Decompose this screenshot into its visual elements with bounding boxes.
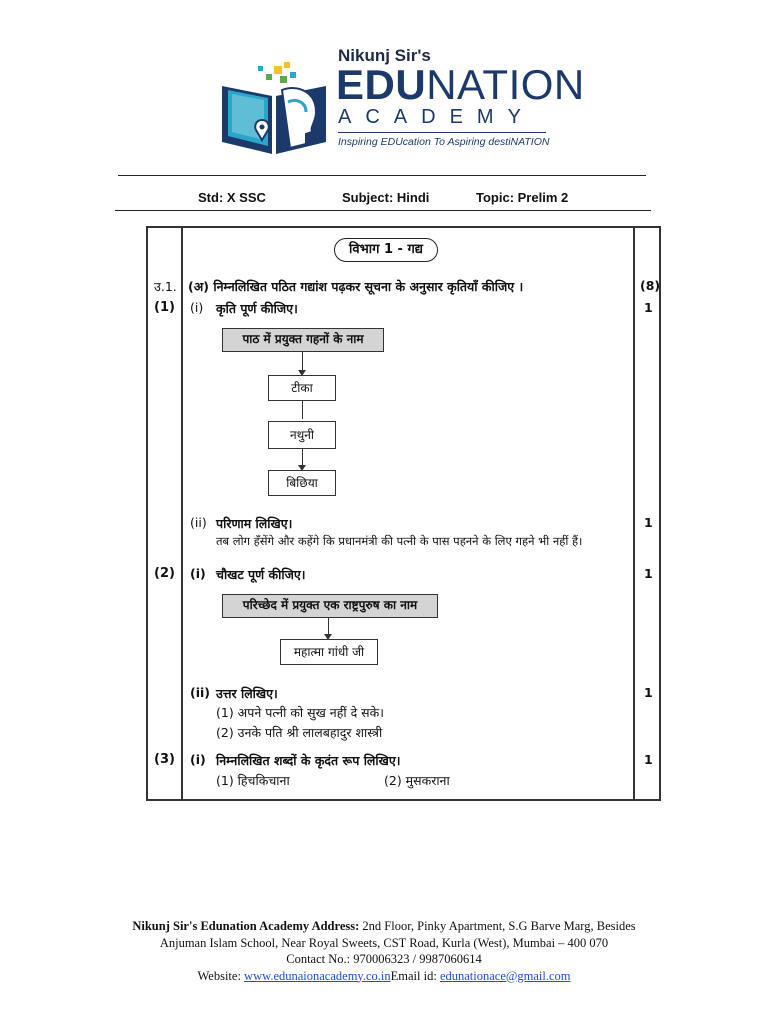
- part2-sub-ii-marks: 1: [644, 685, 653, 700]
- subject-label: Subject: Hindi: [342, 190, 430, 205]
- footer-contact: Contact No.: 970006323 / 9987060614: [286, 952, 482, 966]
- paper-meta-row: [118, 190, 646, 210]
- part3-word-2: (2) मुसकराना: [384, 773, 450, 788]
- footer-email-label: Email id:: [390, 968, 440, 983]
- part2-answer-2: (2) उनके पति श्री लालबहादुर शास्त्री: [216, 725, 383, 740]
- brand-academy: ACADEMY: [338, 106, 535, 128]
- part2-answer-1: (1) अपने पत्नी को सुख नहीं दे सके।: [216, 705, 384, 720]
- part2-sub-ii-text: उत्तर लिखिए।: [216, 686, 278, 701]
- question-label: उ.1.: [154, 279, 177, 294]
- brand-title-edu: EDU: [336, 61, 427, 108]
- part-number-3: (3): [154, 752, 175, 767]
- flow-head-box-1: पाठ में प्रयुक्त गहनों के नाम: [222, 328, 384, 352]
- footer: [0, 918, 768, 984]
- email-link[interactable]: edunationace@gmail.com: [439, 968, 571, 983]
- footer-address-text-1: 2nd Floor, Pinky Apartment, S.G Barve Marg, Besides: [359, 919, 636, 933]
- brand-tagline: Inspiring EDUcation To Aspiring destiNATION: [338, 136, 550, 148]
- academy-logo: [218, 42, 585, 160]
- total-marks: (8): [640, 278, 661, 293]
- part-number-1: (1): [154, 300, 175, 315]
- part1-sub-ii-answer: तब लोग हँसेंगे और कहेंगे कि प्रधानमंत्री की पत्नी के पास पहनने के लिए गहने भी नहीं हैं।: [216, 534, 583, 548]
- table-divider-right: [633, 228, 635, 799]
- flow-head-box-2: परिच्छेद में प्रयुक्त एक राष्ट्रपुरुष का नाम: [222, 594, 438, 618]
- brand-title-nation: NATION: [426, 61, 585, 108]
- part3-sub-i-marks: 1: [644, 752, 653, 767]
- question-table: [146, 226, 661, 801]
- footer-address-line-1: [0, 918, 768, 935]
- brand-subtitle: Nikunj Sir's: [338, 46, 431, 65]
- flow-item-box-3: बिछिया: [268, 470, 336, 496]
- footer-website-label: Website:: [197, 968, 245, 983]
- website-link[interactable]: www.edunaionacademy.co.in: [244, 968, 391, 983]
- table-divider-left: [181, 228, 183, 799]
- std-label: Std: X SSC: [198, 190, 266, 205]
- question-instruction: (अ) निम्नलिखित पठित गद्यांश पढ़कर सूचना के अनुसार कृतियाँ कीजिए ।: [188, 279, 524, 294]
- flow-connector-2: [302, 401, 303, 419]
- brand-title: [336, 61, 585, 108]
- flow-item-box-2: नथुनी: [268, 421, 336, 449]
- part3-sub-i-label: (i): [190, 752, 206, 767]
- part3-word-1: (1) हिचकिचाना: [216, 773, 290, 788]
- header-rule-bottom: [115, 210, 651, 211]
- flow-answer-box: महात्मा गांधी जी: [280, 639, 378, 665]
- flow-connector-1: [302, 352, 303, 372]
- part1-sub-ii-label: (ii): [190, 515, 207, 530]
- part2-sub-i-text: चौखट पूर्ण कीजिए।: [216, 567, 306, 582]
- brand-divider: [338, 132, 546, 133]
- part2-sub-ii-label: (ii): [190, 685, 210, 700]
- header-rule-top: [118, 175, 646, 176]
- footer-address-label: Nikunj Sir's Edunation Academy Address:: [132, 919, 360, 933]
- flow-item-box-1: टीका: [268, 375, 336, 401]
- part3-sub-i-text: निम्नलिखित शब्दों के कृदंत रूप लिखिए।: [216, 753, 401, 768]
- part-number-2: (2): [154, 566, 175, 581]
- part1-sub-i-marks: 1: [644, 300, 653, 315]
- book-head-emblem-icon: [218, 62, 330, 156]
- section-title: विभाग 1 - गद्य: [334, 238, 438, 262]
- part1-sub-ii-marks: 1: [644, 515, 653, 530]
- footer-address-line-2: Anjuman Islam School, Near Royal Sweets, CST Road, Kurla (West), Mumbai – 400 070: [159, 935, 609, 950]
- footer-links: [0, 968, 768, 985]
- part2-sub-i-marks: 1: [644, 566, 653, 581]
- topic-label: Topic: Prelim 2: [476, 190, 569, 205]
- part2-sub-i-label: (i): [190, 566, 206, 581]
- part1-sub-i-text: कृति पूर्ण कीजिए।: [216, 301, 298, 316]
- part1-sub-ii-text: परिणाम लिखिए।: [216, 516, 293, 531]
- part1-sub-i-label: (i): [190, 300, 204, 315]
